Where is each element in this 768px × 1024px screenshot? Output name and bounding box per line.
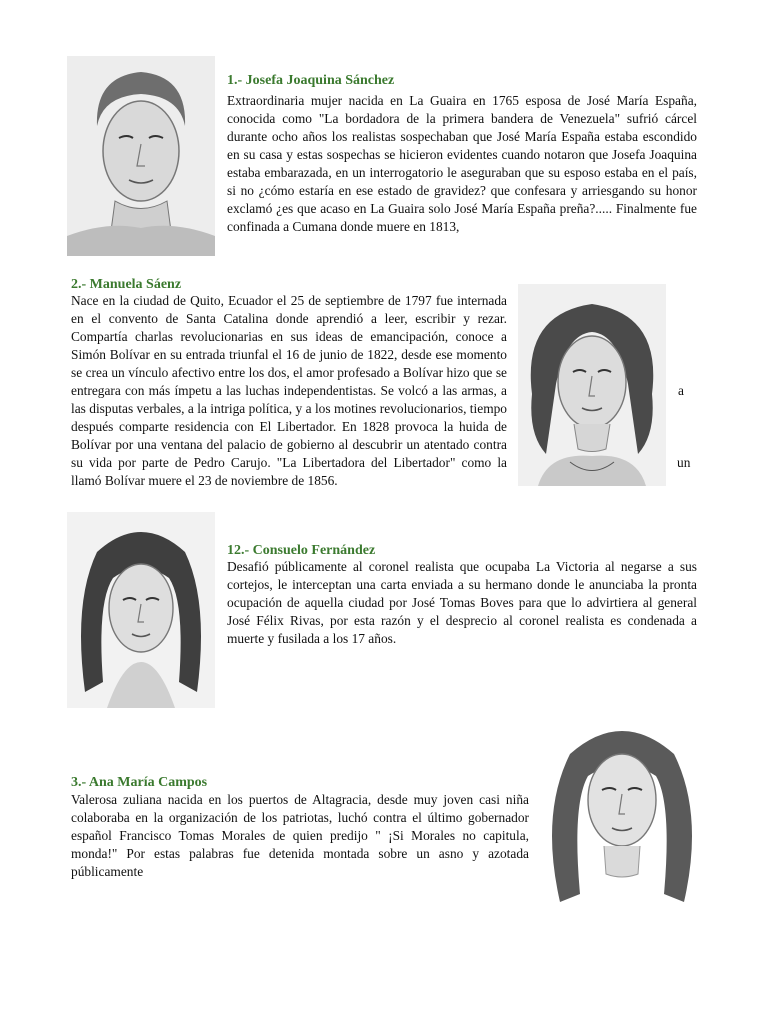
- entry-text-manuela: Nace en la ciudad de Quito, Ecuador el 25 de septiembre de 1797 fue internada en el convento de Santa Catalina donde aprendió a leer, escribir y rezar. Compartía charlas revolucionarias en sus ideas de emancipación, conoce a Simón Bolívar en su entrada triunfal el 16 de junio de 1822, desde ese momento se crea un vínculo afectivo entre los dos, el amor profesado a Bolívar hizo que se entregara con más ímpetu a las luchas independentistas. Se volcó a las armas, a las disputas verbales, a la intriga política, y a los motines revolucionarios, tiempo después comparte residencia con El Libertador. En 1828 provoca la huida de Bolívar por una ventana del palacio de gobierno al descubrir un atentado contra su vida por parte de Pedro Carujo. "La Libertadora del Libertador" como la llamó Bolívar muere el 23 de noviembre de 1856.: [71, 293, 507, 488]
- entry-title-ana-maria: 3.- Ana María Campos: [71, 775, 208, 790]
- portrait-josefa-joaquina-sanchez: [67, 56, 215, 256]
- entry-text-ana-maria: Valerosa zuliana nacida en los puertos de Altagracia, desde muy joven casi niña colaboraba en la organización de los patriotas, luchó contra el último gobernador español Francisco Tomas Morales de quien predijo " ¡Si Morales no capitula, monda!" Por estas palabras fue detenida montada sobre un asno y azotada públicamente: [71, 792, 529, 879]
- entry-text-josefa: Extraordinaria mujer nacida en La Guaira en 1765 esposa de José María España, conocida como "La bordadora de la primera bandera de Venezuela" sufrió cárcel durante ocho años los realistas sospechaban que José María España estaba escondido en su casa y estas sospechas se hicieron evidentes cuando notaron que Josefa Joaquina estaba embarazada, en un interrogatorio le aseguraban que su esposo estaba en el país, si no ¿cómo estaría en ese estado de gravidez? que confesara y arriesgando su honor exclamó ¿es que acaso en La Guaira solo José María España preña?..... Finalmente fue confinada a Cumana donde muere en 1813,: [227, 93, 697, 234]
- stray-text-a: a: [678, 383, 684, 398]
- entry-title-josefa: 1.- Josefa Joaquina Sánchez: [227, 73, 395, 88]
- stray-text-un: un: [677, 455, 691, 470]
- entry-title-manuela: 2.- Manuela Sáenz: [71, 277, 182, 292]
- portrait-consuelo-fernandez: [67, 512, 215, 708]
- entry-text-consuelo: Desafió públicamente al coronel realista que ocupaba La Victoria al negarse a sus cortejos, le interceptan una carta enviada a su hermano donde le anunciaba la pronta ocupación de aquella ciudad por José Tomas Boves para que lo advirtiera al general José Félix Rivas, por esta razón y el desprecio al coronel realista es condenada a muerte y fusilada a los 17 años.: [227, 559, 697, 646]
- entry-title-consuelo: 12.- Consuelo Fernández: [227, 543, 376, 558]
- portrait-ana-maria-campos: [540, 704, 704, 902]
- portrait-manuela-saenz: [518, 284, 666, 486]
